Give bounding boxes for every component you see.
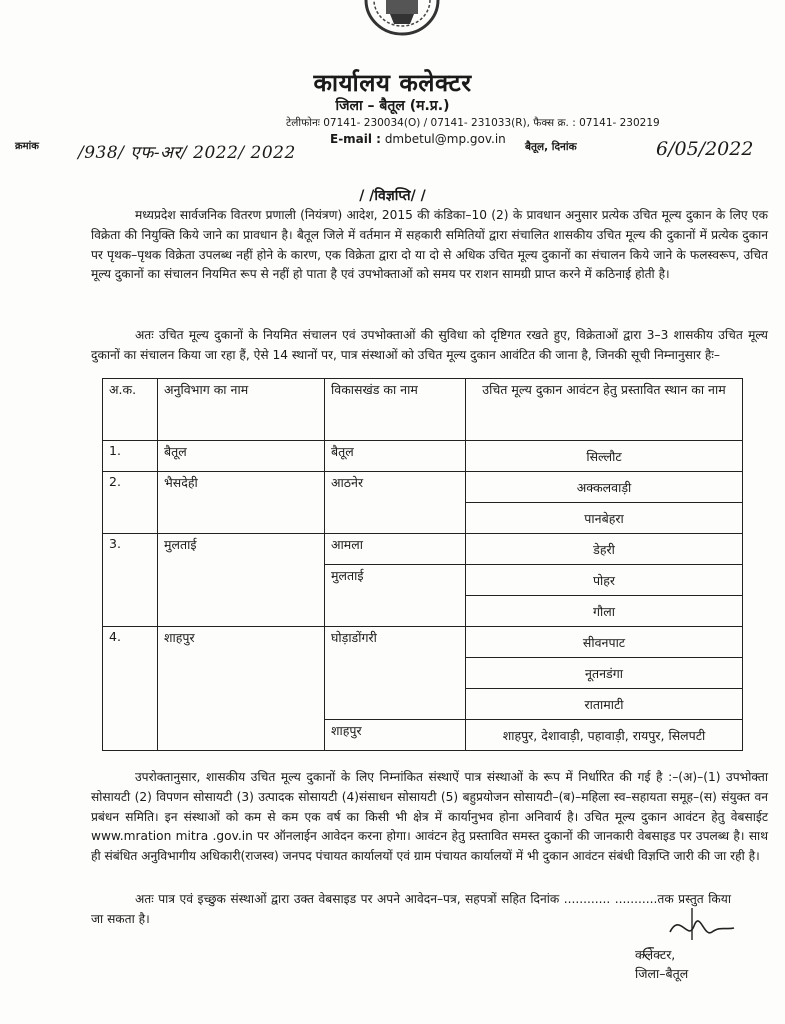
cell-vikaskhand: आमला — [325, 534, 466, 565]
header-sthan: उचित मूल्य दुकान आवंटन हेतु प्रस्तावित स्थान का नाम — [466, 379, 743, 441]
cell-vikaskhand: घोड़ाडोंगरी — [325, 627, 466, 720]
cell-sthan: रातामाटी — [466, 689, 743, 720]
header-anuvibhag: अनुविभाग का नाम — [158, 379, 325, 441]
cell-sthan: डेहरी — [466, 534, 743, 565]
cell-sthan: गौला — [466, 596, 743, 627]
cell-vikaskhand: शाहपुर — [325, 720, 466, 751]
notice-paragraph-4: अतः पात्र एवं इच्छुक संस्थाओं द्वारा उक्त वेबसाइड पर अपने आवेदन–पत्र, सहपत्रों सहित दिनांक ............ ...........तक प्रस्तुत किया जा सकता है। — [91, 892, 731, 926]
email-label: E-mail : — [330, 132, 381, 146]
cell-sthan: पानबेहरा — [466, 503, 743, 534]
allocation-table — [102, 378, 743, 751]
header-sr: अ.क. — [103, 379, 158, 441]
notice-heading: / /विज्ञप्ति/ / — [359, 188, 426, 204]
cell-sr: 3. — [103, 534, 158, 627]
cell-anuvibhag: शाहपुर — [158, 627, 325, 751]
cell-sr: 4. — [103, 627, 158, 751]
notice-paragraph-3: उपरोक्तानुसार, शासकीय उचित मूल्य दुकानों के लिए निम्नांकित संस्थाऐं पात्र संस्थाओं के रूप में निर्धारित की गई है :–(अ)–(1) उपभोक्ता सोसायटी (2) विपणन सोसायटी (3) उत्पादक सोसायटी (4)संसाधन सोसायटी (5) बहुप्रयोजन सोसायटी–(ब)–महिला स्व–सहायता समूह–(स) संयुक्त वन प्रबंधन समिति। इन संस्थाओं को कम से कम एक वर्ष का किसी भी क्षेत्र में कार्यानुभव होना अनिवार्य है। उचित मूल्य दुकान आवंटन हेतु वेबसाईट www.mration mitra .gov.in पर ऑनलाईन आवेदन करना होगा। आवंटन हेतु प्रस्तावित समस्त दुकानों की जानकारी वेबसाइड पर उपलब्ध है। साथ ही संबंधित अनुविभागीय अधिकारी(राजस्व) जनपद पंचायत कार्यालयों एवं ग्राम पंचायत कार्यालयों में भी दुकान आवंटन संबंधी विज्ञप्ति जारी की जा रही है। — [91, 770, 768, 864]
cell-sthan: सिल्लौट — [466, 441, 743, 472]
table-header-row — [103, 379, 743, 441]
cell-sthan: अक्कलवाड़ी — [466, 472, 743, 503]
signature-district: जिला–बैतूल — [635, 966, 689, 981]
cell-sthan: नूतनडंगा — [466, 658, 743, 689]
table-row — [103, 472, 743, 503]
signature-designation: कलेक्टर, — [635, 947, 676, 962]
cell-vikaskhand: बैतूल — [325, 441, 466, 472]
cell-anuvibhag: भैसदेही — [158, 472, 325, 534]
cell-sthan: शाहपुर, देशावाड़ी, पहावाड़ी, रायपुर, सिलपटी — [466, 720, 743, 751]
notice-paragraph-1: मध्यप्रदेश सार्वजनिक वितरण प्रणाली (नियंत्रण) आदेश, 2015 की कंडिका–10 (2) के प्रावधान अनुसार प्रत्येक उचित मूल्य दुकान के लिए एक विक्रेता की नियुक्ति किये जाने का प्रावधान है। बैतूल जिले में वर्तमान में सहकारी समितियों द्वारा संचालित शासकीय उचित मूल्य की दुकानों में प्रत्येक दुकान पर पृथक–पृथक विक्रेता उपलब्ध नहीं होने के कारण, एक विक्रेता द्वारा दो या दो से अधिक उचित मूल्य दुकानों का संचालन किये जाने के फलस्वरूप, उचित मूल्य दुकानों का संचालन नियमित रूप से नहीं हो पाता है एवं उपभोक्ताओं को समय पर राशन सामग्री प्राप्त करने में कठिनाई होती है। — [91, 208, 768, 282]
cell-sthan: सीवनपाट — [466, 627, 743, 658]
kramank-value: /938/ एफ-अर/ 2022/ 2022 — [78, 143, 296, 163]
table-row — [103, 441, 743, 472]
table-row — [103, 534, 743, 565]
district-line: जिला – बैतूल (म.प्र.) — [335, 98, 450, 114]
government-emblem-icon — [360, 0, 444, 44]
office-title: कार्यालय कलेक्टर — [313, 69, 472, 97]
cell-anuvibhag: बैतूल — [158, 441, 325, 472]
email-line — [330, 132, 506, 146]
cell-vikaskhand: मुलताई — [325, 565, 466, 627]
email-address: dmbetul@mp.gov.in — [384, 132, 506, 146]
cell-anuvibhag: मुलताई — [158, 534, 325, 627]
date-label: बैतूल, दिनांक — [525, 141, 577, 153]
notice-paragraph-2: अतः उचित मूल्य दुकानों के नियमित संचालन एवं उपभोक्ताओं की सुविधा को दृष्टिगत रखते हुए, विक्रेताओं द्वारा 3–3 शासकीय उचित मूल्य दुकानों का संचालन किया जा रहा हैं, ऐसे 14 स्थानों पर, पात्र संस्थाओं को उचित मूल्य दुकान आवंटित की जाना है, जिनकी सूची निम्नानुसार हैः– — [91, 328, 768, 362]
date-value: 6/05/2022 — [656, 138, 754, 160]
cell-sr: 2. — [103, 472, 158, 534]
contact-numbers: टेलीफोनः 07141- 230034(O) / 07141- 231033(R), फैक्स क्र. : 07141- 230219 — [286, 117, 660, 129]
kramank-label: क्रमांक — [15, 141, 39, 152]
cell-vikaskhand: आठनेर — [325, 472, 466, 534]
cell-sr: 1. — [103, 441, 158, 472]
cell-sthan: पोहर — [466, 565, 743, 596]
header-vikaskhand: विकासखंड का नाम — [325, 379, 466, 441]
table-row — [103, 627, 743, 658]
